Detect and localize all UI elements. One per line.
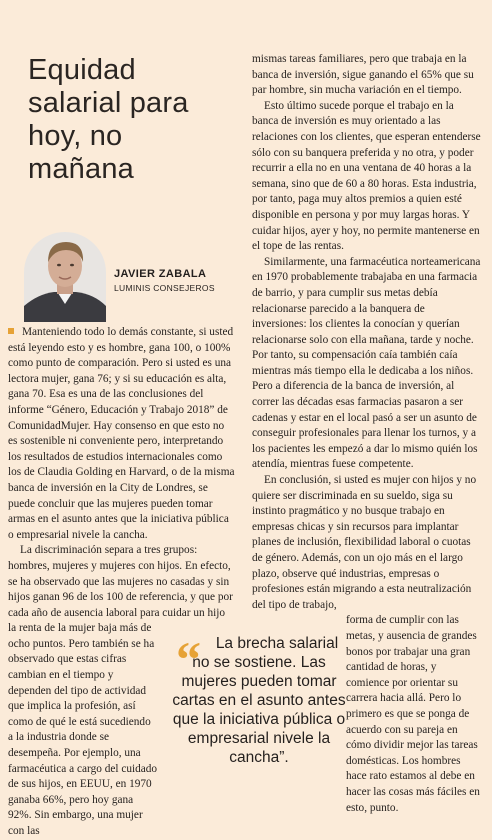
paragraph-wrap: forma de cumplir con las metas, y ausencia de grandes bonos por trabajar una gran cantidad de horas, y comience por orientar su carrera hacia allá. Pero lo primero es que se ponga de acuerdo con su pareja en cómo dividir mejor las tareas domésticas. Los hombres hace rato estamos al debe en hacer las cosas más fáciles en esto, punto. bbox=[346, 614, 480, 814]
author-organization: LUMINIS CONSEJEROS bbox=[114, 283, 215, 293]
author-photo bbox=[24, 232, 106, 322]
author-name: JAVIER ZABALA bbox=[114, 268, 207, 280]
author-portrait-icon bbox=[24, 232, 106, 322]
pull-quote-text: La brecha salarial no se sostiene. Las mujeres pueden tomar cartas en el asunto antes que la iniciativa pública o empresarial nivele la cancha”. bbox=[172, 635, 346, 766]
paragraph: La discriminación separa a tres grupos: hombres, mujeres y mujeres con hijos. En efecto, se ha observado que las mujeres no casadas y sin hijos ganan 96 de los 100 de referencia, y que por cada año de ausencia laboral para cuidar un hijo bbox=[8, 544, 233, 619]
pull-quote bbox=[172, 631, 346, 767]
paragraph: mismas tareas familiares, pero que trabaja en la banca de inversión, sigue ganando el 65% que su par hombre, sin mucha variación en el tiempo. bbox=[252, 53, 474, 97]
paragraph: Manteniendo todo lo demás constante, si usted está leyendo esto y es hombre, gana 100, o 100% como punto de comparación. Pero si usted es una lectora mujer, gana 76; y si su educación es alta, gana 70. Esa es una de las conclusiones del informe “Género, Educación y Trabajo 2018” de ComunidadMujer. Hay consenso en que esto no es sostenible ni conveniente pero, interpretando los resultados de estudios internacionales como los de Claudia Golding en Harvard, o de la misma banca de inversión en la City de Londres, se puede concluir que las mujeres pueden tomar armas en el asunto antes que la iniciativa pública o empresarial nivele la cancha. bbox=[8, 326, 235, 541]
paragraph-wrap: la renta de la mujer baja más de ocho puntos. Pero también se ha observado que estas cifras cambian en el tiempo y dependen del tipo de actividad que implica la profesión, así como de qué le está sucediendo a la industria donde se desempeña. Por ejemplo, una farmacéutica a cargo del cuidado de sus hijos, en EEUU, en 1970 ganaba 66%, pero hoy gana 92%. Sin embargo, una mujer con las bbox=[8, 622, 158, 837]
square-bullet-icon bbox=[8, 328, 14, 334]
paragraph: Similarmente, una farmacéutica norteamericana en 1970 probablemente trabajaba en una farmacia de barrio, y para cumplir sus metas debía relacionarse parecido a la banquera de inversiones: los clientes la conocían y querían relacionarse solo con ella mañana, tarde y noche. Por tanto, su compensación caía también caía mientras más tiempo ella le dedicaba a los niños. Pero a diferencia de la banca de inversión, al correr las décadas esas farmacias pasaron a ser cadenas y estar en el local pasó a ser un asunto de conseguir profesionales para llenar los turnos, y a los pacientes les empezó a dar lo mismo quién los atendía, mientras fuese competente. bbox=[252, 255, 481, 471]
opening-quote-icon: “ bbox=[176, 631, 201, 687]
author-block bbox=[8, 232, 236, 312]
paragraph: Esto último sucede porque el trabajo en la banca de inversión es muy orientado a las relaciones con los clientes, que esperan entenderse sólo con su banquera preferida y no otra, y poder recurrir a ella no en una ventana de 40 horas a la semana, sino que de 60 a 80 horas. Esta industria, por tanto, paga muy altos premios a quien esté disponible en persona y por muy largas horas. Y cuidar hijos, ayer y hoy, no permite mantenerse en el tope de las rentas. bbox=[252, 99, 481, 253]
article-title: Equidad salarial para hoy, no mañana bbox=[28, 54, 189, 185]
paragraph: En conclusión, si usted es mujer con hijos y no quiere ser discriminada en su sueldo, siga su instinto pragmático y no busque trabajo en empresas chicas y sin recursos para implantar planes de inclusión, flexibilidad laboral o cuotas de género. Además, con un ojo más en el largo plazo, observe qué industrias, empresas o profesiones están migrando a esta neutralización del tipo de trabajo, bbox=[252, 474, 477, 611]
